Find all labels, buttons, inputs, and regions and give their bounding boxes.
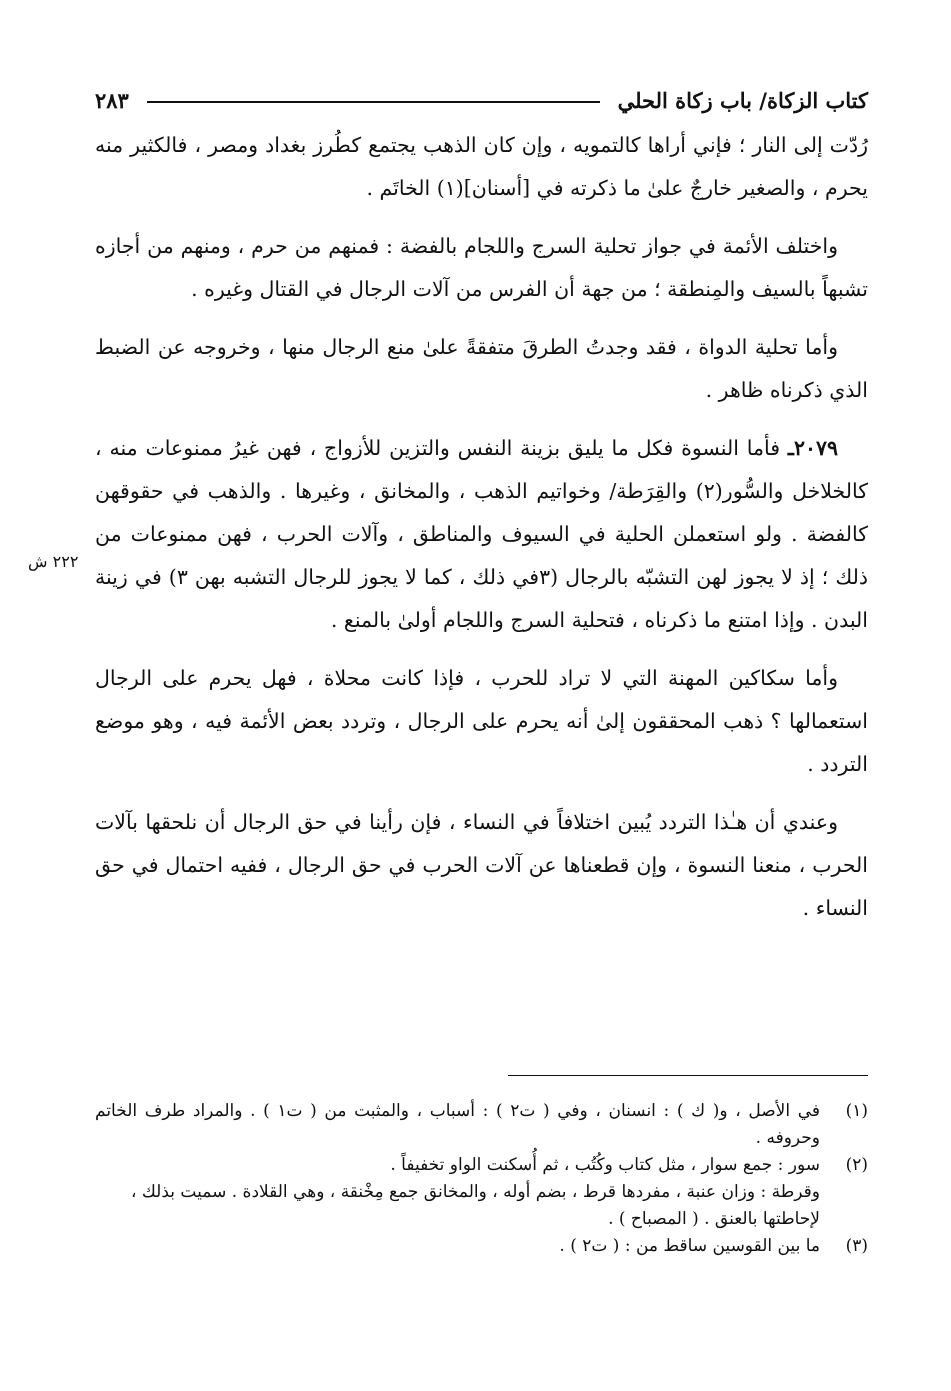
paragraph: وأما سكاكين المهنة التي لا تراد للحرب ، فإذا كانت محلاة ، فهل يحرم على الرجال استعمالها ؟ ذهب المحققون إلىٰ أنه يحرم على الرجال ، وتردد بعض الأئمة فيه ، وهو موضع التردد .: [95, 666, 868, 776]
manuscript-folio-note: ٢٢٢ ش: [28, 552, 79, 571]
footnote-text: ما بين القوسين ساقط من : ( ت٢ ) .: [559, 1236, 820, 1256]
paragraph: رُدّت إلى النار ؛ فإني أراها كالتمويه ، وإن كان الذهب يجتمع كطُرز بغداد ومصر ، فالكثير منه يحرم ، والصغير خارجٌ علىٰ ما ذكرته في [أسنان](١) الخاتَم .: [95, 133, 868, 200]
footnote-text: سور : جمع سوار ، مثل كتاب وكُتُب ، ثم أُسكنت الواو تخفيفاً .: [390, 1155, 820, 1175]
paragraph: وأما تحلية الدواة ، فقد وجدتُ الطرقَ متفقةً علىٰ منع الرجال منها ، وخروجه عن الضبط الذي ذكرناه ظاهر .: [95, 335, 868, 402]
page: [95, 80, 868, 945]
footnote-text: في الأصل ، و( ك ) : انسنان ، وفي ( ت٢ ) : أسباب ، والمثبت من ( ت١ ) . والمراد طرف الخاتم وحروفه .: [95, 1101, 820, 1148]
paragraph-text: فأما النسوة فكل ما يليق بزينة النفس والتزين للأزواج ، فهن غيرُ ممنوعات منه ، كالخلاخل والسُّور(٢) والقِرَطة/ وخواتيم الذهب ، والمخانق ، وغيرها . والذهب في حقوقهن كالفضة . ولو استعملن الحلية في السيوف والمناطق ، وآلات الحرب ، فهن ممنوعات من ذلك ؛ إذ لا يجوز لهن التشبّه بالرجال (٣في ذلك ، كما لا يجوز للرجال التشبه بهن ٣) في زينة البدن . وإذا امتنع ما ذكرناه ، فتحلية السرج واللجام أولىٰ بالمنع .: [95, 436, 868, 632]
footnote: [95, 1098, 868, 1152]
footnote-label: (٢): [845, 1155, 868, 1175]
footnote: [95, 1233, 868, 1260]
page-number: ٢٨٣: [95, 87, 129, 113]
paragraph-number: ٢٠٧٩ـ: [787, 436, 838, 460]
chapter-title: كتاب الزكاة/ باب زكاة الحلي: [617, 87, 868, 113]
paragraph: وعندي أن هـٰذا التردد يُبين اختلافاً في النساء ، فإن رأينا في حق الرجال أن نلحقها بآلات الحرب ، منعنا النسوة ، وإن قطعناها عن آلات الحرب في حق الرجال ، ففيه احتمال في حق النساء .: [95, 810, 868, 920]
footnote-label: (١): [845, 1101, 868, 1121]
numbered-paragraph: [95, 427, 868, 642]
paragraph: واختلف الأئمة في جواز تحلية السرج واللجام بالفضة : فمنهم من حرم ، ومنهم من أجازه تشبهاً بالسيف والمِنطقة ؛ من جهة أن الفرس من آلات الرجال في القتال وغيره .: [95, 234, 868, 301]
footnotes: [95, 1098, 868, 1260]
footnote-label: (٣): [845, 1236, 868, 1256]
running-header: [95, 80, 868, 120]
footnote-continuation: وقرطة : وزان عنبة ، مفردها قرط ، بضم أوله ، والمخانق جمع مِخْنقة ، وهي القلادة . سميت بذلك ، لإحاطتها بالعنق . ( المصباح ) .: [130, 1182, 820, 1229]
footnote: [95, 1152, 868, 1179]
main-text: [95, 124, 868, 930]
header-rule: [147, 101, 600, 103]
footnote-separator: [508, 1075, 868, 1076]
